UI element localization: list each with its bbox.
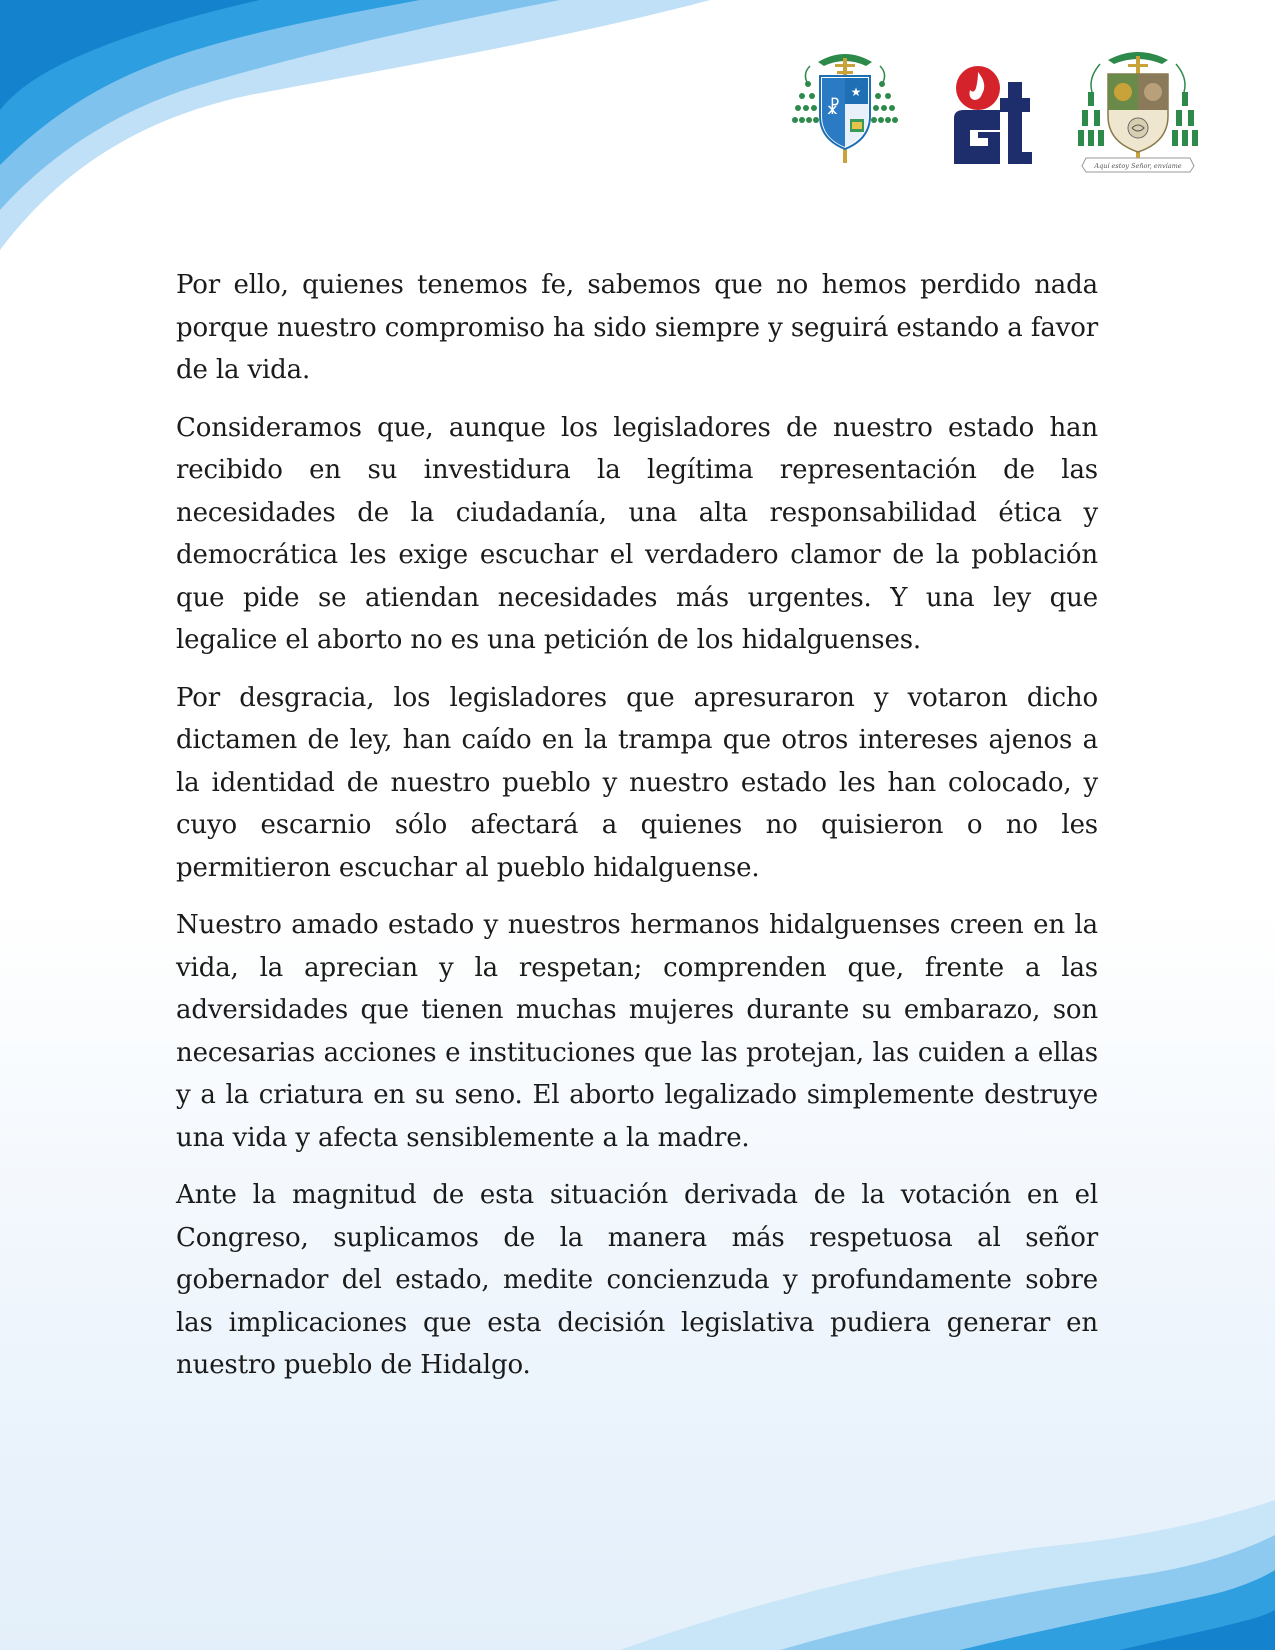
bishop-coat-of-arms-right-icon	[1078, 44, 1198, 174]
header-logos	[790, 44, 1210, 174]
bishop-coat-of-arms-left-icon	[790, 44, 900, 169]
coat-of-arms-motto: Aquí estoy Señor, envíame	[1094, 162, 1182, 170]
svg-text:★: ★	[850, 85, 862, 99]
paragraph-5: Ante la magnitud de esta situación derivada de la votación en el Congreso, suplicamos de la manera más respetuosa al señor gobernador del estado, medite concienzuda y profundamente sobre las implicaciones que esta decisión legislativa pudiera generar en nuestro pueblo de Hidalgo.	[176, 1180, 1098, 1380]
letter-body	[176, 264, 1098, 1402]
paragraph-2: Consideramos que, aunque los legisladores de nuestro estado han recibido en su investidura la legítima representación de las necesidades de la ciudadanía, una alta responsabilidad ética y democrática les exige escuchar el verdadero clamor de la población que pide se atiendan necesidades más urgentes. Y una ley que legalice el aborto no es una petición de los hidalguenses.	[176, 412, 1098, 655]
paragraph-3: Por desgracia, los legisladores que apresuraron y votaron dicho dictamen de ley, han caído en la trampa que otros intereses ajenos a la identidad de nuestro pueblo y nuestro estado les han colocado, y cuyo escarnio sólo afectará a quienes no quisieron o no les permitieron escuchar al pueblo hidalguense.	[176, 682, 1098, 883]
paragraph-4: Nuestro amado estado y nuestros hermanos hidalguenses creen en la vida, la aprecian y la respetan; comprenden que, frente a las adversidades que tienen muchas mujeres durante su embarazo, son necesarias acciones e instituciones que las protejan, las cuiden a ellas y a la criatura en su seno. El aborto legalizado simplemente destruye una vida y afecta sensiblemente a la madre.	[176, 910, 1098, 1153]
svg-text:☧: ☧	[825, 98, 841, 119]
diocese-logo-icon	[948, 58, 1038, 178]
paragraph-1: Por ello, quienes tenemos fe, sabemos que no hemos perdido nada porque nuestro compromiso ha sido siempre y seguirá estando a favor de la vida.	[176, 270, 1098, 385]
